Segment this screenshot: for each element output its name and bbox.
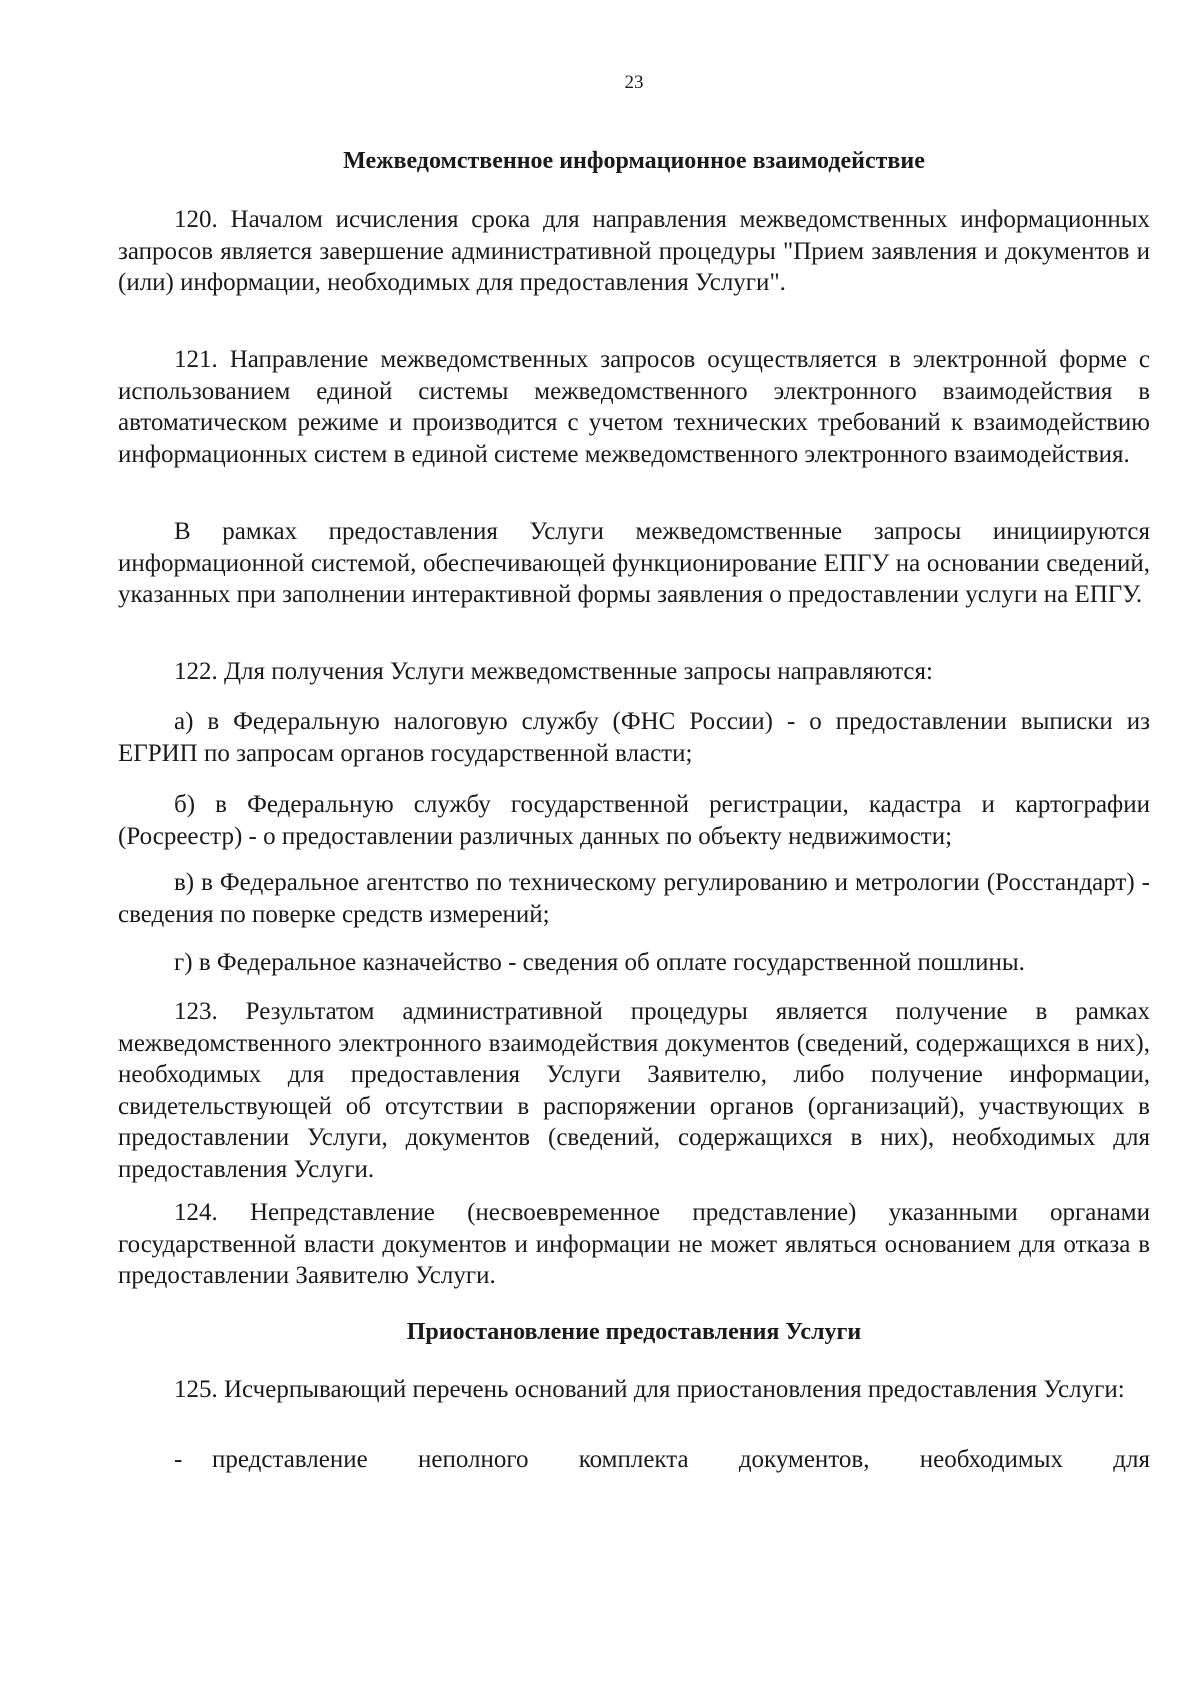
paragraph-120: 120. Началом исчисления срока для направления межведомственных информационных запросов является завершение административной процедуры "Прием заявления и документов и (или) информации, необходимых для предоставления Услуги".: [118, 206, 1150, 297]
list-item-text: представление неполного комплекта документов, необходимых для: [212, 1446, 1150, 1473]
paragraph-122: 122. Для получения Услуги межведомственные запросы направляются:: [174, 658, 933, 685]
list-item-marker: -: [174, 1446, 183, 1473]
paragraph-122-item-v: в) в Федеральное агентство по техническому регулированию и метрологии (Росстандарт) - сведения по поверке средств измерений;: [118, 869, 1150, 928]
paragraph-epgu-requests: В рамках предоставления Услуги межведомственные запросы инициируются информационной системой, обеспечивающей функционирование ЕПГУ на основании сведений, указанных при заполнении интерактивной формы заявления о предоставлении услуги на ЕПГУ.: [118, 518, 1150, 609]
paragraph-122-item-g: г) в Федеральное казначейство - сведения об оплате государственной пошлины.: [174, 949, 1025, 976]
paragraph-122-item-b: б) в Федеральную службу государственной регистрации, кадастра и картографии (Росреестр) - о предоставлении различных данных по объекту недвижимости;: [118, 791, 1150, 850]
section-heading-interagency-interaction: Межведомственное информационное взаимодействие: [343, 148, 925, 174]
paragraph-125: 125. Исчерпывающий перечень оснований для приостановления предоставления Услуги:: [174, 1376, 1125, 1403]
paragraph-123: 123. Результатом административной процедуры является получение в рамках межведомственного электронного взаимодействия документов (сведений, содержащихся в них), необходимых для предоставления Услуги Заявителю, либо получение информации, свидетельствующей об отсутствии в распоряжении органов (организаций), участвующих в предоставлении Услуги, документов (сведений, содержащихся в них), необходимых для предоставления Услуги.: [118, 998, 1150, 1183]
page-number: 23: [624, 72, 644, 93]
paragraph-121: 121. Направление межведомственных запросов осуществляется в электронной форме с использованием единой системы межведомственного электронного взаимодействия в автоматическом режиме и производится с учетом технических требований к взаимодействию информационных систем в единой системе межведомственного электронного взаимодействия.: [118, 346, 1150, 468]
section-heading-suspension: Приостановление предоставления Услуги: [406, 1319, 862, 1345]
list-item: [118, 1444, 1150, 1476]
paragraph-122-item-a: а) в Федеральную налоговую службу (ФНС России) - о предоставлении выписки из ЕГРИП по запросам органов государственной власти;: [118, 708, 1150, 767]
paragraph-124: 124. Непредставление (несвоевременное представление) указанными органами государственной власти документов и информации не может являться основанием для отказа в предоставлении Заявителю Услуги.: [118, 1199, 1150, 1290]
